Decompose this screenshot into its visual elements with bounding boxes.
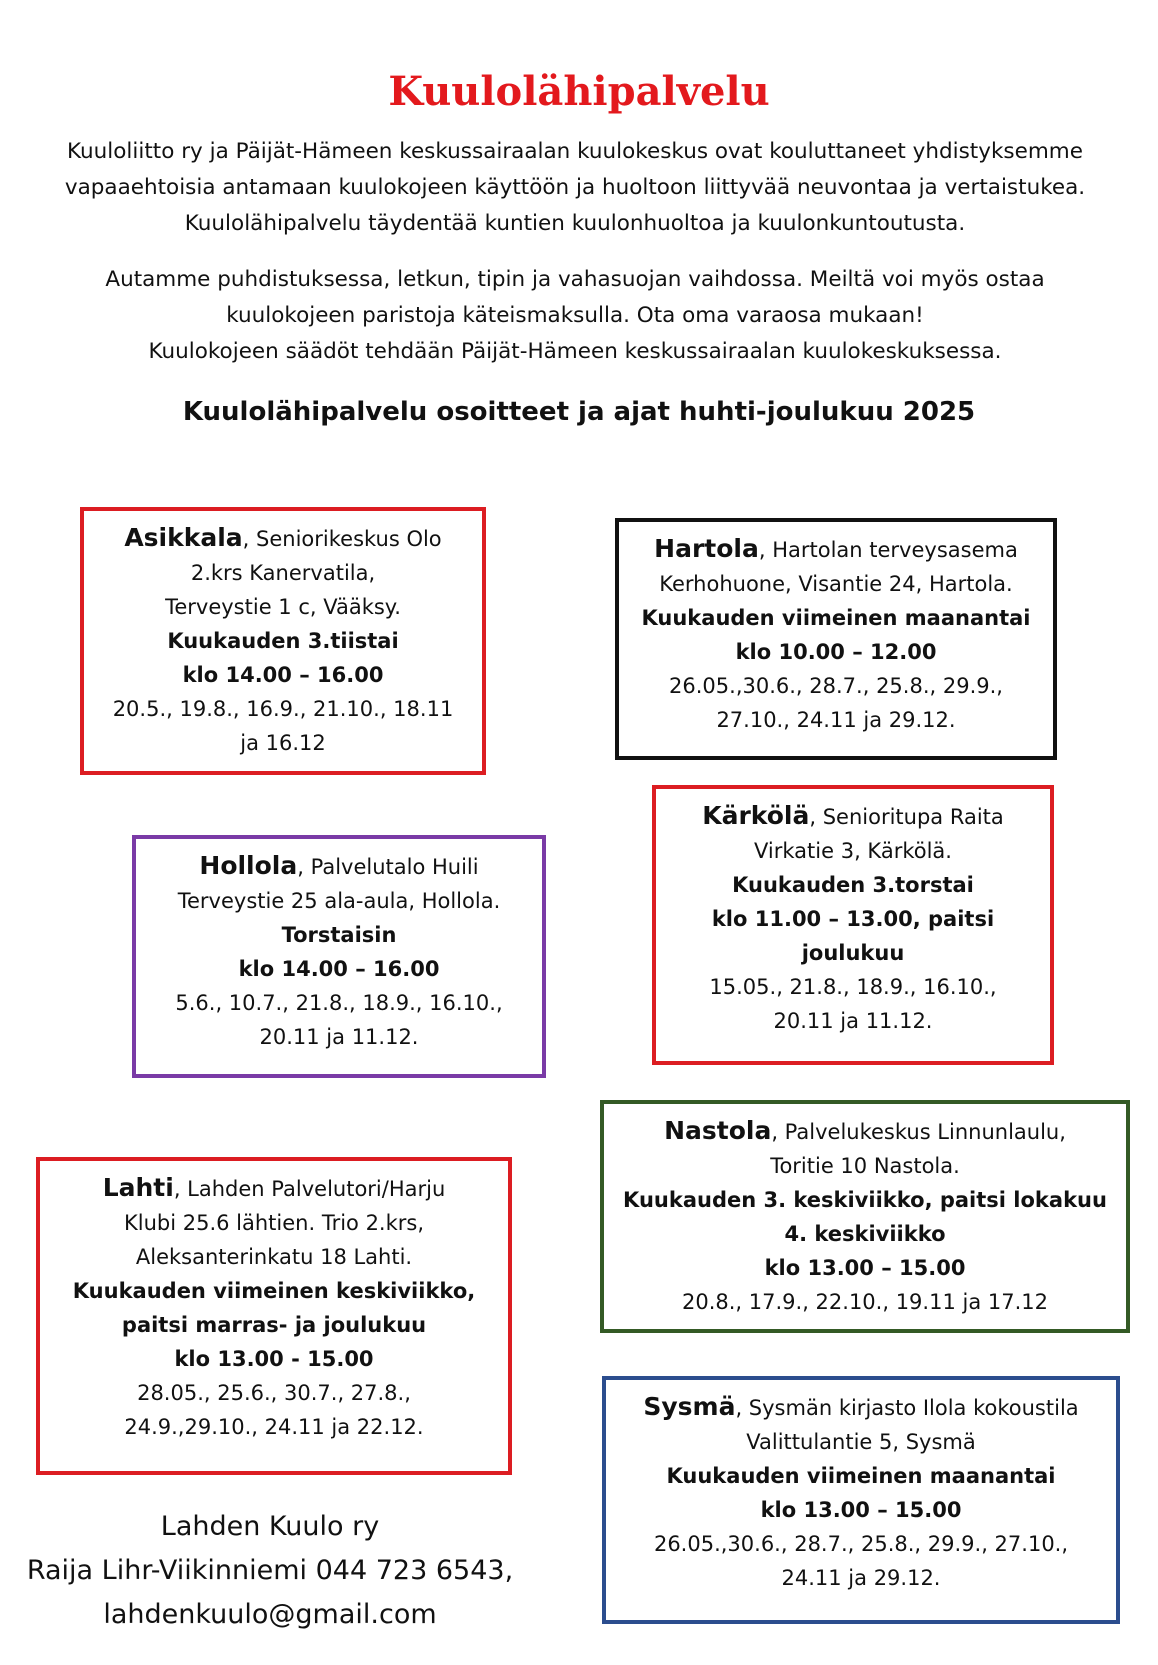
location-box-hollola [132, 835, 546, 1078]
location-box-sysma [602, 1376, 1120, 1624]
location-name: Hartola [654, 534, 759, 563]
location-place: , Seniorikeskus Olo [242, 527, 442, 551]
location-box-hartola [615, 518, 1057, 760]
location-header [604, 1114, 1126, 1149]
schedule-line: Kuukauden viimeinen maanantai [666, 1464, 1056, 1488]
services-line: Autamme puhdistuksessa, letkun, tipin ja vahasuojan vaihdossa. Meiltä voi myös ostaa [105, 267, 1045, 292]
location-name: Nastola [664, 1116, 772, 1145]
schedule-line: klo 13.00 – 15.00 [760, 1498, 962, 1522]
location-header [606, 1390, 1116, 1425]
location-place: , Senioritupa Raita [809, 805, 1004, 829]
location-header [619, 532, 1053, 567]
schedule-line: paitsi marras- ja joulukuu [121, 1313, 427, 1337]
location-header [136, 849, 542, 884]
location-place: , Palvelutalo Huili [297, 855, 479, 879]
services-line: Kuulokojeen säädöt tehdään Päijät-Hämeen keskussairaalan kuulokeskuksessa. [148, 339, 1002, 364]
intro-line: vapaaehtoisia antamaan kuulokojeen käyttöön ja huoltoon liittyvää neuvontaa ja vertaistukea. [64, 175, 1086, 200]
dates-line: 20.8., 17.9., 22.10., 19.11 ja 17.12 [681, 1290, 1048, 1314]
dates-line: 20.11 ja 11.12. [773, 1009, 933, 1033]
schedule-line: Torstaisin [281, 923, 397, 947]
location-box-lahti [36, 1157, 512, 1475]
location-box-asikkala [80, 507, 486, 775]
address-line: Kerhohuone, Visantie 24, Hartola. [659, 572, 1013, 596]
schedule-line: joulukuu [801, 941, 905, 965]
location-place: , Lahden Palvelutori/Harju [173, 1177, 446, 1201]
location-box-karkola [652, 785, 1054, 1065]
schedule-line: klo 10.00 – 12.00 [735, 640, 937, 664]
dates-line: 26.05.,30.6., 28.7., 25.8., 29.9., 27.10., [653, 1532, 1069, 1556]
page-title: Kuulolähipalvelu [388, 68, 770, 115]
schedule-line: klo 13.00 – 15.00 [764, 1256, 966, 1280]
location-name: Lahti [102, 1173, 174, 1202]
schedule-line: klo 14.00 – 16.00 [238, 957, 440, 981]
location-header [84, 521, 482, 556]
dates-line: 27.10., 24.11 ja 29.12. [716, 708, 956, 732]
location-name: Sysmä [643, 1392, 736, 1421]
services-line: kuulokojeen paristoja käteismaksulla. Ota oma varaosa mukaan! [226, 303, 924, 328]
location-box-nastola [600, 1100, 1130, 1333]
address-line: Toritie 10 Nastola. [770, 1154, 960, 1178]
address-line: Virkatie 3, Kärkölä. [754, 839, 952, 863]
schedule-line: Kuukauden 3.tiistai [167, 629, 399, 653]
schedule-line: Kuukauden 3.torstai [732, 873, 974, 897]
location-place: , Hartolan terveysasema [758, 538, 1018, 562]
schedule-line: Kuukauden 3. keskiviikko, paitsi lokakuu [623, 1188, 1107, 1212]
address-line: Valittulantie 5, Sysmä [746, 1430, 976, 1454]
contact-info [20, 1505, 520, 1637]
location-place: , Palvelukeskus Linnunlaulu, [771, 1120, 1066, 1144]
contact-person: Raija Lihr-Viikinniemi 044 723 6543, [26, 1555, 514, 1586]
dates-line: 20.11 ja 11.12. [259, 1025, 419, 1049]
location-name: Hollola [199, 851, 298, 880]
address-line: Terveystie 25 ala-aula, Hollola. [177, 889, 501, 913]
location-header [40, 1171, 508, 1206]
schedule-line: klo 13.00 - 15.00 [174, 1347, 374, 1371]
schedule-line: 4. keskiviikko [784, 1222, 946, 1246]
address-line: Terveystie 1 c, Vääksy. [165, 595, 401, 619]
dates-line: 26.05.,30.6., 28.7., 25.8., 29.9., [669, 674, 1003, 698]
dates-line: ja 16.12 [240, 731, 326, 755]
contact-email[interactable]: lahdenkuulo@gmail.com [103, 1599, 437, 1630]
dates-line: 20.5., 19.8., 16.9., 21.10., 18.11 [112, 697, 454, 721]
dates-line: 24.11 ja 29.12. [781, 1566, 941, 1590]
dates-line: 28.05., 25.6., 30.7., 27.8., [137, 1381, 411, 1405]
schedule-heading: Kuulolähipalvelu osoitteet ja ajat huhti-joulukuu 2025 [182, 397, 976, 427]
address-line: Aleksanterinkatu 18 Lahti. [135, 1245, 413, 1269]
intro-paragraph [10, 134, 1140, 242]
address-line: Klubi 25.6 lähtien. Trio 2.krs, [123, 1211, 425, 1235]
location-header [656, 799, 1050, 834]
dates-line: 24.9.,29.10., 24.11 ja 22.12. [124, 1415, 424, 1439]
schedule-line: klo 14.00 – 16.00 [182, 663, 384, 687]
schedule-line: Kuukauden viimeinen keskiviikko, [72, 1279, 476, 1303]
location-place: , Sysmän kirjasto Ilola kokoustila [735, 1396, 1079, 1420]
location-name: Asikkala [124, 523, 243, 552]
location-name: Kärkölä [702, 801, 810, 830]
contact-org: Lahden Kuulo ry [160, 1511, 380, 1542]
schedule-line: klo 11.00 – 13.00, paitsi [711, 907, 995, 931]
schedule-line: Kuukauden viimeinen maanantai [641, 606, 1031, 630]
address-line: 2.krs Kanervatila, [190, 561, 376, 585]
services-paragraph [10, 262, 1140, 370]
intro-line: Kuuloliitto ry ja Päijät-Hämeen keskussairaalan kuulokeskus ovat kouluttaneet yhdistyksemme [67, 139, 1083, 164]
dates-line: 5.6., 10.7., 21.8., 18.9., 16.10., [175, 991, 503, 1015]
dates-line: 15.05., 21.8., 18.9., 16.10., [709, 975, 997, 999]
intro-line: Kuulolähipalvelu täydentää kuntien kuulonhuoltoa ja kuulonkuntoutusta. [184, 211, 966, 236]
